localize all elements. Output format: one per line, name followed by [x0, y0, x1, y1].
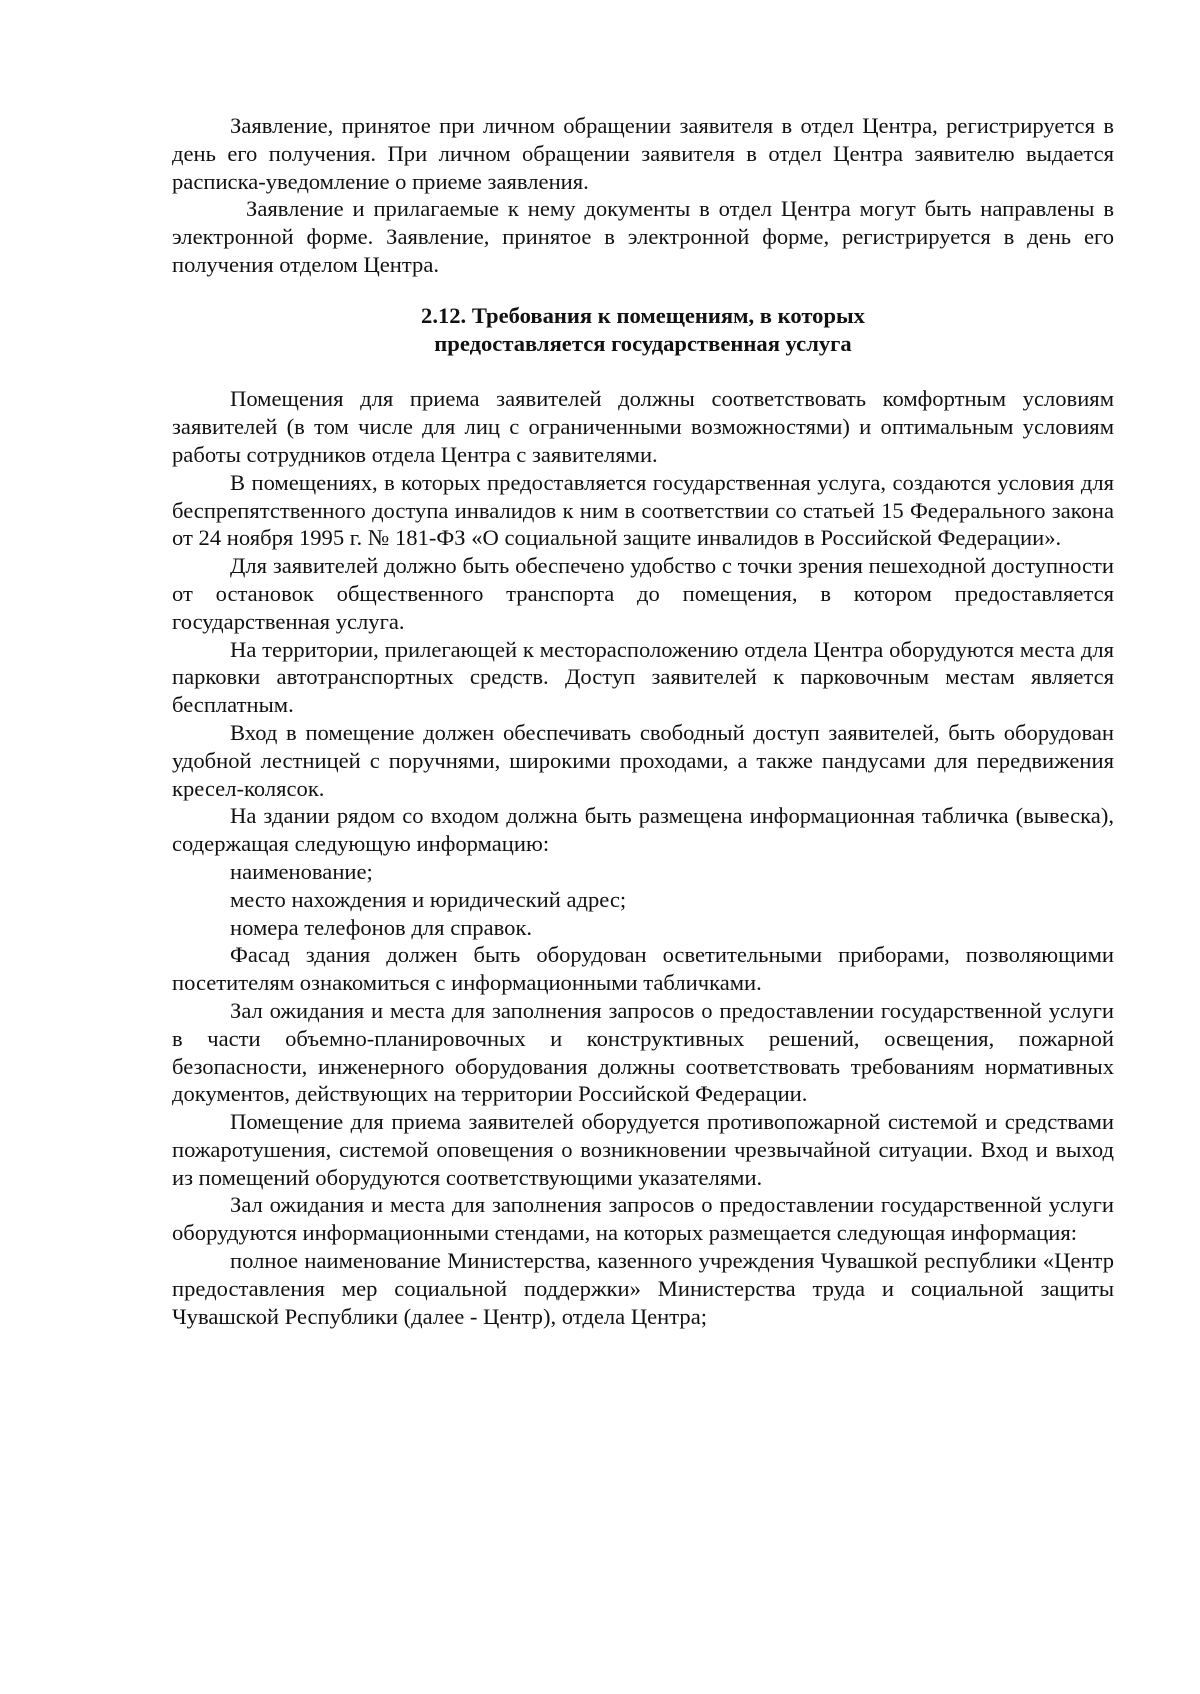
body-paragraph: Помещение для приема заявителей оборудуется противопожарной системой и средствами пожаротушения, системой оповещения о возникновении чрезвычайной ситуации. Вход и выход из помещений оборудуются соответствующими указателями.: [172, 1109, 1114, 1190]
body-paragraph: Зал ожидания и места для заполнения запросов о предоставлении государственной услуги оборудуются информационными стендами, на которых размещается следующая информация:: [172, 1192, 1114, 1246]
body-paragraph: В помещениях, в которых предоставляется государственная услуга, создаются условия для беспрепятственного доступа инвалидов к ним в соответствии со статьей 15 Федерального закона от 24 ноября 1995 г. № 181-ФЗ «О социальной защите инвалидов в Российской Федерации».: [172, 469, 1114, 551]
body-paragraph: Фасад здания должен быть оборудован осветительными приборами, позволяющими посетителям ознакомиться с информационными табличками.: [172, 942, 1114, 996]
body-paragraph: Помещения для приема заявителей должны соответствовать комфортным условиям заявителей (в том числе для лиц с ограниченными возможностями) и оптимальным условиям работы сотрудников отдела Центра с заявителями.: [172, 386, 1114, 467]
section-heading-line: 2.12. Требования к помещениям, в которых: [421, 302, 865, 328]
intro-paragraph: Заявление и прилагаемые к нему документы в отдел Центра могут быть направлены в электронной форме. Заявление, принятое в электронной форме, регистрируется в день его получения отделом Центра.: [172, 196, 1114, 277]
body-paragraph: На здании рядом со входом должна быть размещена информационная табличка (вывеска), содержащая следующую информацию:: [172, 803, 1114, 857]
sign-list-item: номера телефонов для справок.: [230, 914, 533, 940]
body-paragraph: Вход в помещение должен обеспечивать свободный доступ заявителей, быть оборудован удобной лестницей с поручнями, широкими проходами, а также пандусами для передвижения кресел-колясок.: [172, 719, 1114, 801]
sign-list-item: место нахождения и юридический адрес;: [230, 886, 627, 912]
document-page: [172, 112, 1114, 1330]
body-paragraph: полное наименование Министерства, казенного учреждения Чувашкой республики «Центр предоставления мер социальной поддержки» Министерства труда и социальной защиты Чувашской Республики (далее - Центр), отдела Центра;: [172, 1248, 1114, 1329]
sign-list-item: наименование;: [230, 858, 373, 884]
intro-paragraph: Заявление, принятое при личном обращении заявителя в отдел Центра, регистрируется в день его получения. При личном обращении заявителя в отдел Центра заявителю выдается расписка-уведомление о приеме заявления.: [172, 113, 1114, 194]
body-paragraph: Для заявителей должно быть обеспечено удобство с точки зрения пешеходной доступности от остановок общественного транспорта до помещения, в котором предоставляется государственная услуга.: [172, 553, 1114, 634]
body-paragraph: Зал ожидания и места для заполнения запросов о предоставлении государственной услуги в части объемно-планировочных и конструктивных решений, освещения, пожарной безопасности, инженерного оборудования должны соответствовать требованиям нормативных документов, действующих на территории Российской Федерации.: [172, 997, 1114, 1107]
section-heading-line: предоставляется государственная услуга: [434, 330, 852, 356]
section-heading: [172, 302, 1114, 358]
body-paragraph: На территории, прилегающей к месторасположению отдела Центра оборудуются места для парковки автотранспортных средств. Доступ заявителей к парковочным местам является бесплатным.: [172, 636, 1114, 718]
